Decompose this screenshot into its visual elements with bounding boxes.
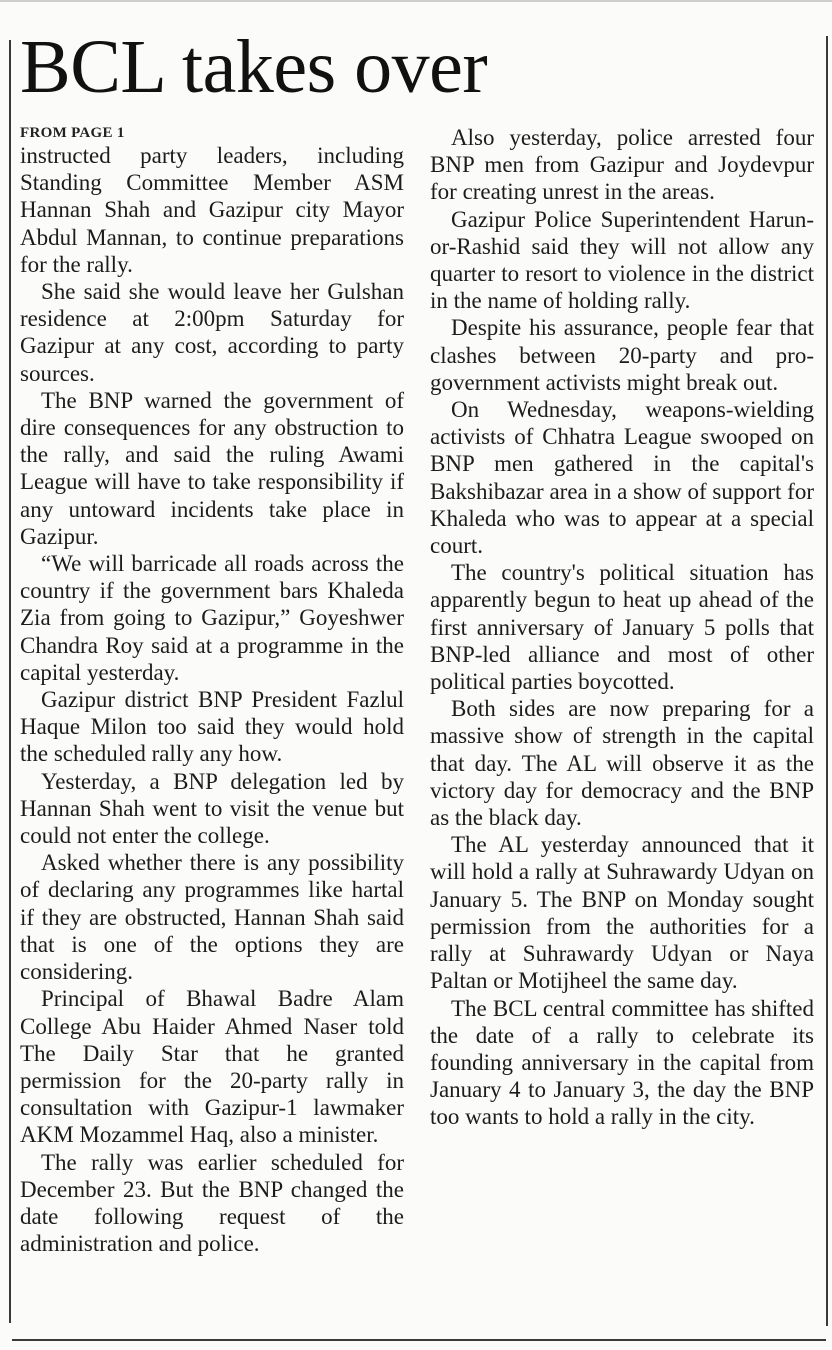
right-text-column — [430, 124, 814, 1131]
paragraph: Principal of Bhawal Badre Alam College Abu Haider Ahmed Naser told The Daily Star that he granted permission for the 20-party rally in consultation with Gazipur-1 lawmaker AKM Mozammel Haq, also a minister. — [20, 986, 404, 1148]
paragraph: She said she would leave her Gulshan residence at 2:00pm Saturday for Gazipur at any cost, according to party sources. — [20, 279, 404, 386]
paragraph: instructed party leaders, including Standing Committee Member ASM Hannan Shah and Gazipur city Mayor Abdul Mannan, to continue preparations for the rally. — [20, 143, 404, 277]
paragraph: Gazipur district BNP President Fazlul Haque Milon too said they would hold the scheduled rally any how. — [20, 687, 404, 767]
paragraph: Gazipur Police Superintendent Harun-or-Rashid said they will not allow any quarter to resort to violence in the district in the name of holding rally. — [430, 206, 814, 314]
paragraph: Despite his assurance, people fear that clashes between 20-party and pro-government activists might break out. — [430, 315, 814, 395]
paragraph: Asked whether there is any possibility of declaring any programmes like hartal if they are obstructed, Hannan Shah said that is one of the options they are considering. — [20, 850, 404, 985]
paragraph: “We will barricade all roads across the country if the government bars Khaleda Zia from going to Gazipur,” Goyeshwer Chandra Roy said at a programme in the capital yesterday. — [20, 551, 404, 685]
left-text-column — [20, 124, 404, 1257]
paragraph: Both sides are now preparing for a massive show of strength in the capital that day. The AL will observe it as the victory day for democracy and the BNP as the black day. — [430, 696, 814, 831]
paragraph: The BNP warned the government of dire consequences for any obstruction to the rally, and said the ruling Awami League will have to take responsibility if any untoward incidents take place in Gazipur. — [20, 387, 404, 549]
left-border-rule — [9, 40, 11, 1323]
bottom-border-rule — [12, 1339, 826, 1341]
continuation-kicker: FROM PAGE 1 — [20, 125, 125, 141]
paragraph: Also yesterday, police arrested four BNP men from Gazipur and Joydevpur for creating unrest in the areas. — [430, 125, 814, 205]
top-edge-rule — [0, 0, 832, 2]
right-border-rule — [826, 36, 828, 1326]
paragraph: The country's political situation has apparently begun to heat up ahead of the first anniversary of January 5 polls that BNP-led alliance and most of other political parties boycotted. — [430, 560, 814, 695]
paragraph: The AL yesterday announced that it will hold a rally at Suhrawardy Udyan on January 5. The BNP on Monday sought permission from the authorities for a rally at Suhrawardy Udyan or Naya Paltan or Motijheel the same day. — [430, 832, 814, 994]
paragraph: The rally was earlier scheduled for December 23. But the BNP changed the date following request of the administration and police. — [20, 1149, 404, 1257]
paragraph: On Wednesday, weapons-wielding activists of Chhatra League swooped on BNP men gathered in the capital's Bakshibazar area in a show of support for Khaleda who was to appear at a special court. — [430, 397, 814, 559]
paragraph: The BCL central committee has shifted the date of a rally to celebrate its founding anniversary in the capital from January 4 to January 3, the day the BNP too wants to hold a rally in the city. — [430, 995, 814, 1130]
article-headline: BCL takes over — [20, 25, 488, 109]
paragraph: Yesterday, a BNP delegation led by Hannan Shah went to visit the venue but could not enter the college. — [20, 768, 404, 849]
